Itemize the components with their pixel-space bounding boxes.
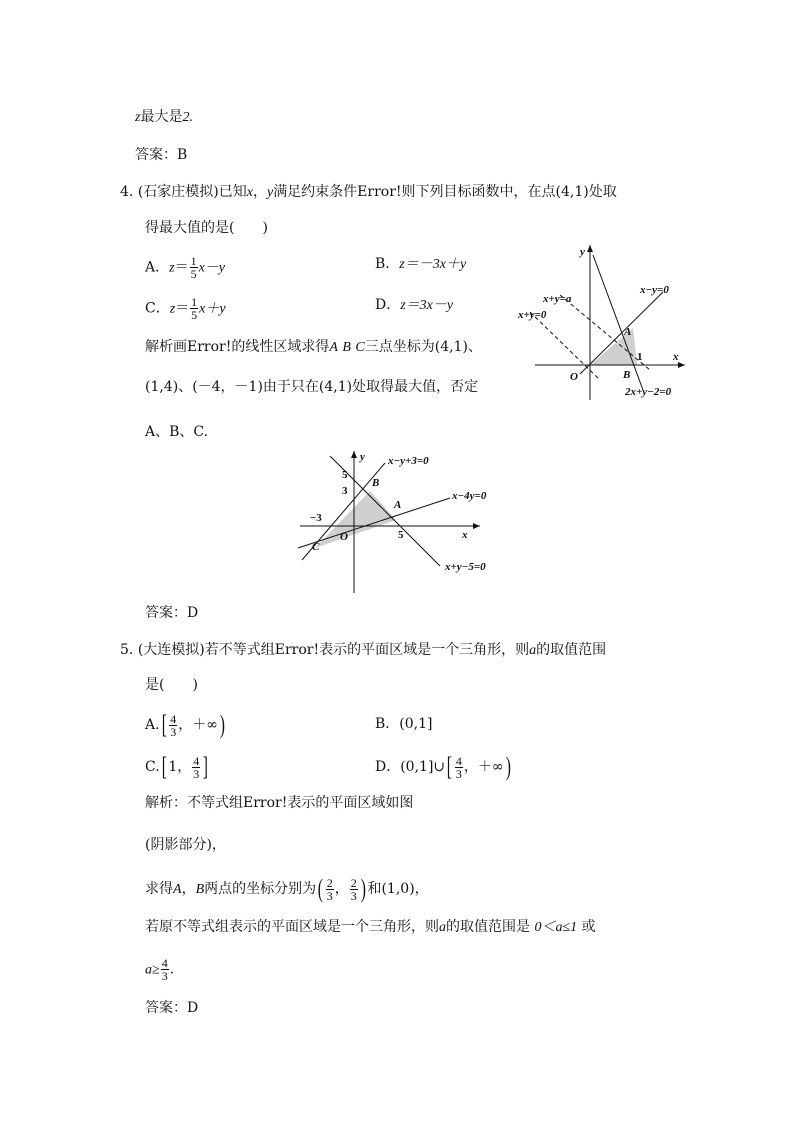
paren-right: ) — [360, 874, 366, 903]
denominator: 5 — [190, 267, 197, 281]
label-x: x — [673, 351, 679, 363]
denominator: 3 — [170, 724, 177, 739]
q4-option-a — [145, 255, 225, 280]
label-point-b: B — [372, 477, 380, 489]
expr: ，＋∞ — [463, 759, 504, 775]
text: 和(1,0)， — [367, 881, 429, 897]
q5-solution-line3: 求得A，B两点的坐标分别为( $\frac{2}{3}$ ， $\frac{2}{3}$ ) 和(1,0)， — [145, 874, 429, 903]
var-z: z — [169, 260, 175, 276]
bracket-left: [ — [446, 752, 453, 781]
label-neg3: −3 — [310, 512, 322, 524]
text: 或 — [581, 919, 596, 935]
label-point-c: C — [312, 541, 320, 553]
expr: z＝－3x＋y — [399, 257, 467, 272]
label-origin: O — [340, 531, 348, 543]
label-point-a: A — [624, 326, 632, 338]
label-three-y: 3 — [342, 485, 348, 497]
label-point-b: B — [623, 369, 631, 381]
q5-option-c — [145, 754, 210, 780]
expr: a≥ — [145, 962, 160, 978]
expr: ，＋∞ — [178, 717, 218, 733]
point-b: B — [195, 882, 205, 897]
q5-number: 5. — [120, 642, 134, 658]
q4-answer: 答案：D — [145, 605, 199, 621]
q4-solution-line1 — [145, 338, 482, 357]
label-line-x-minus-y: x−y=0 — [640, 284, 669, 296]
x-axis-arrow — [473, 523, 480, 529]
label-one: 1 — [637, 351, 643, 363]
label-line-a: x+y=a — [543, 293, 572, 305]
range: 0＜a≤1 — [534, 920, 578, 935]
q4-option-b — [375, 255, 466, 274]
q5-solution-line1: 解析：不等式组Error!表示的平面区域如图 — [145, 795, 414, 811]
text: 最大是 — [140, 109, 183, 125]
numerator: 2 — [326, 875, 333, 890]
denominator: 3 — [350, 888, 357, 903]
paren-left: ( — [317, 874, 324, 903]
text: 画Error!的线性区域求得 — [173, 339, 330, 355]
numerator: 1 — [191, 295, 198, 309]
expr: 1， — [168, 759, 192, 775]
denominator: 5 — [191, 308, 198, 322]
text: 两点的坐标分别为 — [204, 881, 317, 897]
fraction — [190, 255, 198, 280]
fraction — [192, 755, 200, 780]
comma: ， — [252, 184, 267, 200]
fraction — [169, 713, 177, 738]
numerator: 1 — [190, 254, 197, 268]
var-y: y — [266, 185, 274, 200]
opt-label: D．(0,1]∪ — [375, 759, 446, 775]
fraction — [350, 877, 358, 902]
label-line-0: x+y=0 — [518, 309, 547, 321]
text: 若原不等式组表示的平面区域是一个三角形，则 — [145, 919, 439, 935]
fraction — [190, 296, 198, 321]
numerator: 4 — [455, 753, 462, 768]
opt-label: A． — [145, 259, 170, 276]
bracket-left: [ — [161, 710, 167, 739]
point-b: B — [342, 340, 351, 355]
denominator: 3 — [326, 888, 333, 903]
q5-solution-line5 — [145, 957, 174, 982]
q4-option-d — [375, 296, 453, 315]
prev-answer: 答案：B — [135, 147, 188, 163]
q4-solution-line3: A、B、C. — [145, 424, 209, 440]
opt-label: C. — [145, 759, 160, 775]
numerator: 4 — [170, 711, 177, 726]
q5-solution-line2: (阴影部分)， — [145, 837, 226, 853]
q4-option-c — [145, 296, 226, 321]
q4-stem-part: (石家庄模拟)已知 — [137, 184, 247, 200]
q5-stem-line1 — [120, 641, 606, 660]
denominator: 3 — [455, 766, 462, 781]
expr: z＝3x－y — [400, 298, 454, 313]
text: 求得 — [145, 881, 173, 897]
point-a: A — [329, 340, 338, 355]
opt-label: C． — [145, 300, 170, 317]
label-five-y: 5 — [342, 469, 348, 481]
text: . — [169, 961, 175, 978]
label-line-1: x−y+3=0 — [388, 455, 429, 467]
line-2x-plus-y-minus-2 — [593, 255, 643, 390]
paren-right: ) — [219, 710, 225, 739]
label-point-a: A — [394, 499, 402, 511]
numerator: 4 — [161, 956, 168, 970]
label-y: y — [580, 246, 585, 258]
label-line-3: x+y−5=0 — [445, 561, 486, 573]
point-a: A — [173, 882, 182, 897]
opt-label: A. — [145, 717, 160, 733]
var-x: x — [246, 185, 253, 200]
value: 2. — [182, 110, 193, 125]
var-a: a — [529, 643, 537, 658]
opt-label: B． — [375, 256, 400, 272]
point-c: C — [355, 340, 365, 355]
fraction — [161, 957, 169, 982]
numerator: 2 — [350, 875, 357, 890]
q5-option-a — [145, 712, 227, 738]
q4-stem-line1 — [120, 183, 617, 202]
text: 三点坐标为(4,1)、 — [364, 339, 482, 355]
var-a: a — [439, 920, 446, 935]
denominator: 3 — [161, 969, 168, 983]
bracket-left: [ — [161, 752, 167, 781]
label-line-2x-y: 2x+y−2=0 — [625, 386, 672, 398]
q5-answer: 答案：D — [145, 1000, 199, 1016]
q5-option-d — [375, 754, 512, 780]
x-axis-arrow — [678, 362, 685, 368]
eq: ＝ — [175, 300, 190, 317]
bracket-right: ] — [203, 752, 209, 781]
label-y: y — [360, 451, 365, 463]
text: (大连模拟)若不等式组Error!表示的平面区域是一个三角形，则 — [137, 642, 530, 658]
graph-feasible-region-2 — [290, 448, 520, 598]
q4-number: 4. — [120, 184, 134, 200]
var-z: z — [169, 301, 176, 317]
fraction — [326, 877, 334, 902]
q4-stem-part2: 满足约束条件Error!则下列目标函数中，在点(4,1)处取 — [273, 184, 617, 200]
numerator: 4 — [193, 753, 200, 768]
text: 的取值范围是 — [446, 919, 530, 935]
label-x: x — [462, 529, 468, 541]
expr: x－y — [198, 260, 226, 276]
paren-right: ) — [505, 752, 511, 781]
fraction — [455, 755, 463, 780]
q4-stem-line2: 得最大值的是( ) — [145, 220, 268, 236]
graph-feasible-region-1 — [515, 240, 695, 410]
text: ， — [181, 881, 196, 897]
denominator: 3 — [193, 766, 200, 781]
prev-z-line — [135, 108, 193, 127]
solution-label: 解析 — [145, 339, 173, 355]
q4-solution-line2: (1,4)、(－4，－1)由于只在(4,1)处取得最大值，否定 — [145, 379, 479, 395]
q5-solution-line4 — [145, 918, 596, 937]
expr: x＋y — [199, 301, 226, 317]
var-z: z — [135, 110, 141, 125]
y-axis-arrow — [351, 451, 357, 458]
label-five-x: 5 — [398, 529, 404, 541]
q5-stem-line2: 是( ) — [145, 677, 198, 693]
opt-label: D． — [375, 297, 401, 313]
y-axis-arrow — [587, 245, 593, 252]
text: 的取值范围 — [536, 642, 607, 658]
q5-option-b: B．(0,1] — [375, 716, 433, 732]
label-line-2: x−4y=0 — [452, 490, 487, 502]
label-origin: O — [570, 371, 578, 383]
eq: ＝ — [174, 259, 189, 276]
